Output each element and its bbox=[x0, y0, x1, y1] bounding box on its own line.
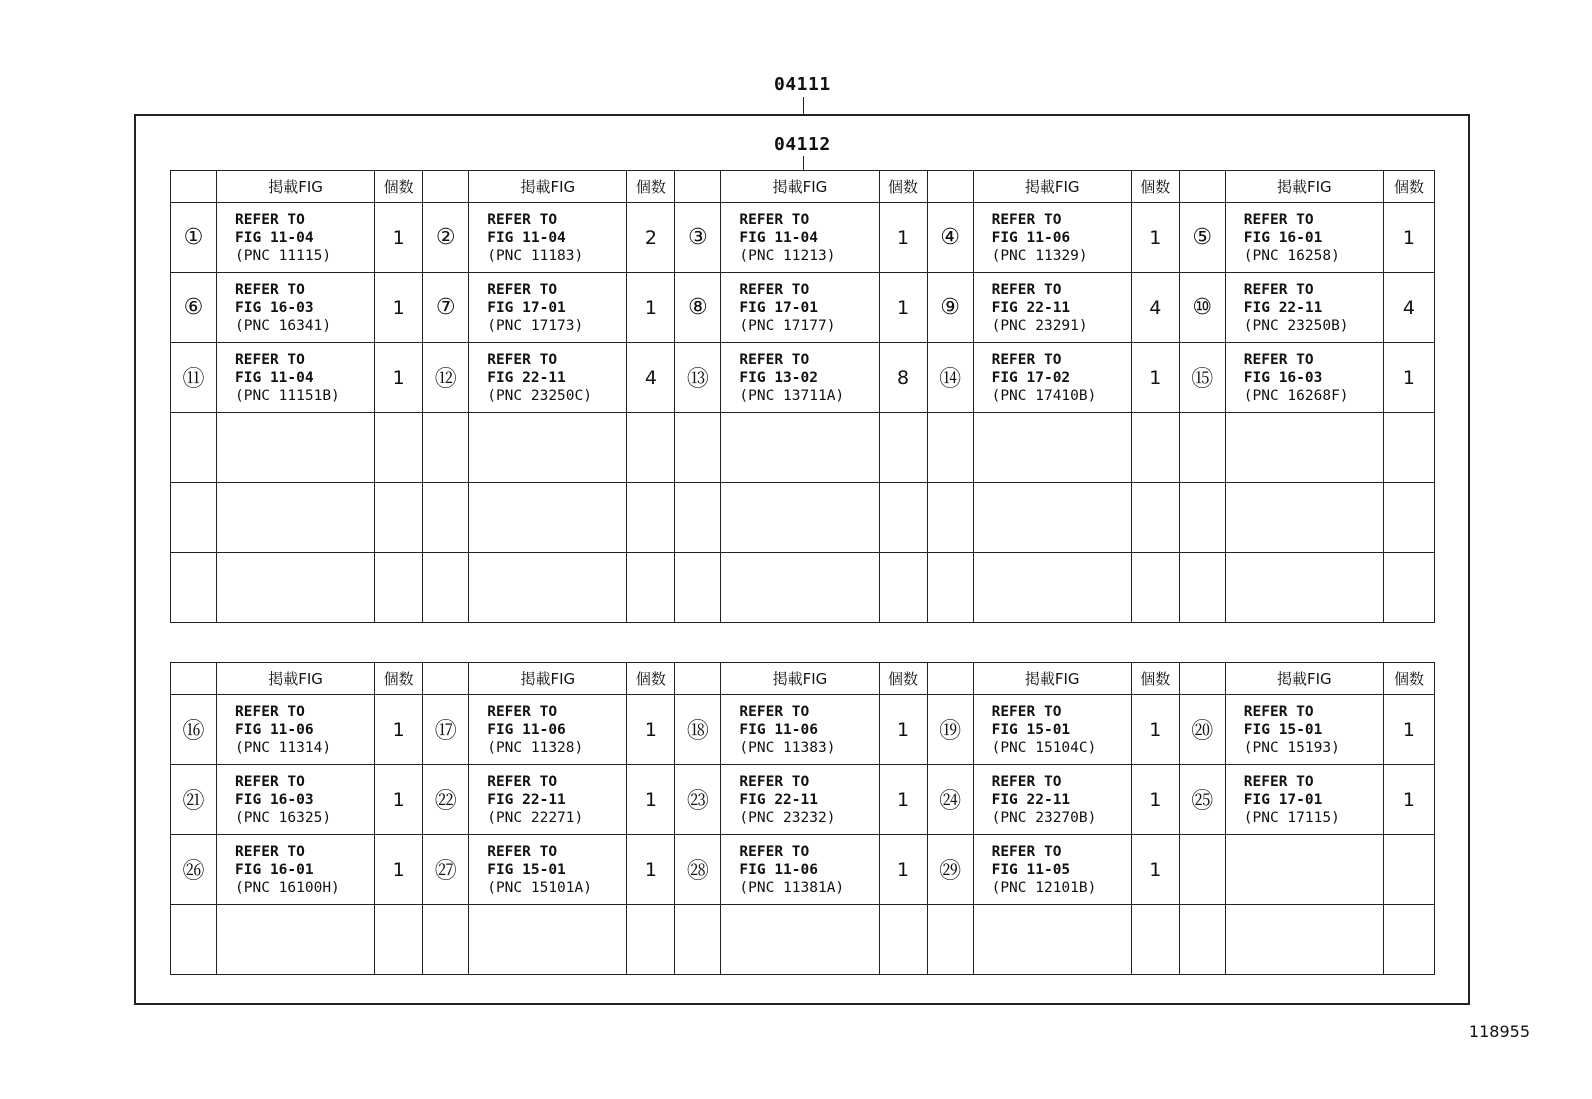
outer-leader-line bbox=[803, 97, 804, 114]
header-blank-cell bbox=[927, 663, 973, 695]
fig-reference bbox=[721, 203, 879, 273]
fig-reference-line: FIG 16-03 bbox=[235, 299, 314, 316]
fig-reference-line: FIG 11-06 bbox=[739, 721, 818, 738]
header-fig-cell: 掲載FIG bbox=[973, 663, 1131, 695]
item-number bbox=[1179, 413, 1225, 483]
header-fig-cell: 掲載FIG bbox=[1225, 663, 1383, 695]
fig-reference bbox=[973, 835, 1131, 905]
item-quantity: 1 bbox=[879, 203, 927, 273]
fig-reference-line: REFER TO bbox=[235, 843, 305, 860]
header-qty-cell: 個数 bbox=[1131, 171, 1179, 203]
fig-reference-line: REFER TO bbox=[739, 703, 810, 720]
header-qty-cell: 個数 bbox=[1383, 663, 1434, 695]
fig-reference-line: (PNC 16341) bbox=[235, 317, 332, 334]
item-number bbox=[1179, 905, 1225, 975]
fig-reference-line: REFER TO bbox=[1243, 773, 1314, 790]
fig-reference-line: (PNC 17410B) bbox=[991, 387, 1097, 404]
fig-reference-line: REFER TO bbox=[991, 281, 1062, 298]
fig-reference-line: (PNC 23270B) bbox=[991, 809, 1097, 826]
fig-reference bbox=[721, 765, 879, 835]
fig-reference bbox=[1225, 835, 1383, 905]
item-quantity: 1 bbox=[375, 343, 423, 413]
item-number: ⑫ bbox=[423, 343, 469, 413]
fig-reference-line: (PNC 22271) bbox=[487, 809, 584, 826]
header-qty-cell: 個数 bbox=[375, 663, 423, 695]
table-row bbox=[171, 765, 1435, 835]
fig-reference-line: (PNC 11213) bbox=[739, 247, 836, 264]
item-quantity: 1 bbox=[1131, 203, 1179, 273]
fig-reference-line: FIG 11-06 bbox=[991, 229, 1071, 246]
fig-reference-line: REFER TO bbox=[739, 843, 810, 860]
item-quantity: 1 bbox=[1383, 765, 1434, 835]
fig-reference bbox=[721, 835, 879, 905]
header-row bbox=[171, 663, 1435, 695]
item-number: ⑤ bbox=[1179, 203, 1225, 273]
item-number: ㉗ bbox=[423, 835, 469, 905]
table-row bbox=[171, 695, 1435, 765]
item-number bbox=[927, 553, 973, 623]
item-number: ⑮ bbox=[1179, 343, 1225, 413]
item-number: ㉘ bbox=[675, 835, 721, 905]
header-fig-cell: 掲載FIG bbox=[973, 171, 1131, 203]
fig-reference bbox=[1225, 203, 1383, 273]
fig-reference bbox=[721, 483, 879, 553]
item-number: ⑪ bbox=[171, 343, 217, 413]
item-quantity bbox=[627, 483, 675, 553]
fig-reference-line: REFER TO bbox=[1243, 281, 1314, 298]
item-quantity: 1 bbox=[1131, 343, 1179, 413]
fig-reference-line: REFER TO bbox=[991, 843, 1062, 860]
fig-reference bbox=[973, 203, 1131, 273]
fig-reference bbox=[469, 273, 627, 343]
item-quantity bbox=[879, 553, 927, 623]
fig-reference-line: (PNC 17173) bbox=[487, 317, 584, 334]
table-row bbox=[171, 343, 1435, 413]
item-quantity: 1 bbox=[375, 695, 423, 765]
fig-reference bbox=[973, 905, 1131, 975]
header-row bbox=[171, 171, 1435, 203]
header-qty-cell: 個数 bbox=[879, 171, 927, 203]
header-blank-cell bbox=[423, 171, 469, 203]
item-number bbox=[171, 483, 217, 553]
fig-reference-line: FIG 16-03 bbox=[235, 791, 314, 808]
item-quantity bbox=[1383, 483, 1434, 553]
fig-reference-line: REFER TO bbox=[739, 351, 810, 368]
fig-reference-line: REFER TO bbox=[739, 773, 810, 790]
fig-reference-line: REFER TO bbox=[991, 773, 1062, 790]
item-number: ㉔ bbox=[927, 765, 973, 835]
item-number bbox=[675, 553, 721, 623]
fig-reference-line: FIG 16-03 bbox=[1243, 369, 1323, 386]
item-quantity: 1 bbox=[1383, 203, 1434, 273]
fig-reference bbox=[217, 553, 375, 623]
fig-reference bbox=[973, 695, 1131, 765]
fig-reference-line: (PNC 17115) bbox=[1243, 809, 1340, 826]
fig-reference-line: REFER TO bbox=[991, 211, 1062, 228]
item-quantity bbox=[1383, 413, 1434, 483]
item-quantity bbox=[375, 905, 423, 975]
fig-reference bbox=[469, 413, 627, 483]
header-fig-cell: 掲載FIG bbox=[217, 663, 375, 695]
item-quantity: 1 bbox=[879, 273, 927, 343]
table-row bbox=[171, 413, 1435, 483]
fig-reference-line: FIG 17-01 bbox=[487, 299, 566, 316]
fig-reference-line: REFER TO bbox=[235, 773, 305, 790]
item-number bbox=[675, 413, 721, 483]
fig-reference-line: (PNC 23232) bbox=[739, 809, 836, 826]
fig-reference bbox=[973, 765, 1131, 835]
fig-reference bbox=[1225, 413, 1383, 483]
fig-reference-line: (PNC 11328) bbox=[487, 739, 584, 756]
fig-reference bbox=[1225, 765, 1383, 835]
item-number: ⑧ bbox=[675, 273, 721, 343]
item-quantity: 1 bbox=[1383, 695, 1434, 765]
item-quantity bbox=[1131, 413, 1179, 483]
fig-reference bbox=[217, 343, 375, 413]
fig-reference bbox=[469, 343, 627, 413]
fig-reference bbox=[973, 483, 1131, 553]
fig-reference bbox=[217, 835, 375, 905]
fig-reference-line: FIG 17-01 bbox=[1243, 791, 1323, 808]
item-number: ㉒ bbox=[423, 765, 469, 835]
item-number: ① bbox=[171, 203, 217, 273]
item-number: ④ bbox=[927, 203, 973, 273]
item-number bbox=[675, 905, 721, 975]
fig-reference-line: (PNC 16268F) bbox=[1243, 387, 1349, 404]
fig-reference bbox=[973, 553, 1131, 623]
fig-reference bbox=[217, 273, 375, 343]
header-fig-cell: 掲載FIG bbox=[721, 171, 879, 203]
item-number bbox=[1179, 553, 1225, 623]
parts-table-1 bbox=[170, 170, 1435, 623]
fig-reference bbox=[469, 835, 627, 905]
fig-reference bbox=[217, 413, 375, 483]
fig-reference-line: FIG 22-11 bbox=[487, 369, 566, 386]
header-qty-cell: 個数 bbox=[1131, 663, 1179, 695]
fig-reference-line: FIG 11-06 bbox=[235, 721, 314, 738]
fig-reference bbox=[469, 483, 627, 553]
fig-reference bbox=[721, 413, 879, 483]
table-row bbox=[171, 483, 1435, 553]
item-number bbox=[423, 483, 469, 553]
item-number: ⑨ bbox=[927, 273, 973, 343]
fig-reference bbox=[217, 765, 375, 835]
outer-assembly-label: 04111 bbox=[774, 74, 831, 95]
fig-reference bbox=[469, 695, 627, 765]
fig-reference-line: (PNC 23250C) bbox=[487, 387, 592, 404]
item-number: ㉓ bbox=[675, 765, 721, 835]
table-row bbox=[171, 553, 1435, 623]
fig-reference-line: FIG 11-05 bbox=[991, 861, 1071, 878]
header-qty-cell: 個数 bbox=[627, 663, 675, 695]
table-row bbox=[171, 905, 1435, 975]
item-quantity: 1 bbox=[627, 273, 675, 343]
fig-reference-line: REFER TO bbox=[487, 773, 558, 790]
item-number: ㉖ bbox=[171, 835, 217, 905]
header-fig-cell: 掲載FIG bbox=[1225, 171, 1383, 203]
table-row bbox=[171, 203, 1435, 273]
fig-reference-line: REFER TO bbox=[487, 281, 558, 298]
item-quantity bbox=[879, 413, 927, 483]
item-number bbox=[927, 905, 973, 975]
fig-reference-line: REFER TO bbox=[739, 281, 810, 298]
fig-reference bbox=[721, 695, 879, 765]
item-quantity bbox=[1383, 905, 1434, 975]
item-number bbox=[1179, 483, 1225, 553]
item-quantity bbox=[375, 553, 423, 623]
fig-reference-line: (PNC 15101A) bbox=[487, 879, 592, 896]
header-fig-cell: 掲載FIG bbox=[469, 171, 627, 203]
inner-assembly-label: 04112 bbox=[774, 134, 831, 155]
fig-reference-line: (PNC 11151B) bbox=[235, 387, 340, 404]
item-quantity: 1 bbox=[627, 835, 675, 905]
item-number bbox=[171, 553, 217, 623]
header-qty-cell: 個数 bbox=[879, 663, 927, 695]
header-blank-cell bbox=[423, 663, 469, 695]
fig-reference-line: FIG 11-04 bbox=[235, 369, 314, 386]
fig-reference-line: FIG 22-11 bbox=[991, 299, 1071, 316]
fig-reference-line: FIG 11-06 bbox=[487, 721, 566, 738]
fig-reference-line: FIG 17-02 bbox=[991, 369, 1071, 386]
fig-reference-line: (PNC 13711A) bbox=[739, 387, 845, 404]
header-blank-cell bbox=[675, 663, 721, 695]
fig-reference-line: (PNC 11115) bbox=[235, 247, 332, 264]
parts-table-2 bbox=[170, 662, 1435, 975]
fig-reference-line: (PNC 16325) bbox=[235, 809, 332, 826]
fig-reference-line: FIG 22-11 bbox=[1243, 299, 1323, 316]
fig-reference-line: REFER TO bbox=[235, 703, 305, 720]
fig-reference-line: (PNC 11381A) bbox=[739, 879, 845, 896]
fig-reference-line: (PNC 12101B) bbox=[991, 879, 1097, 896]
item-quantity: 1 bbox=[879, 695, 927, 765]
fig-reference-line: REFER TO bbox=[1243, 703, 1314, 720]
fig-reference-line: FIG 13-02 bbox=[739, 369, 818, 386]
header-qty-cell: 個数 bbox=[375, 171, 423, 203]
fig-reference bbox=[469, 905, 627, 975]
fig-reference bbox=[217, 203, 375, 273]
item-number: ⑳ bbox=[1179, 695, 1225, 765]
fig-reference-line: REFER TO bbox=[487, 211, 558, 228]
item-quantity bbox=[879, 483, 927, 553]
item-quantity: 1 bbox=[1131, 695, 1179, 765]
header-blank-cell bbox=[927, 171, 973, 203]
item-number bbox=[423, 553, 469, 623]
item-quantity: 1 bbox=[879, 765, 927, 835]
fig-reference-line: (PNC 16100H) bbox=[235, 879, 340, 896]
fig-reference bbox=[721, 553, 879, 623]
fig-reference-line: (PNC 16258) bbox=[1243, 247, 1340, 264]
item-number bbox=[171, 905, 217, 975]
item-quantity bbox=[1131, 483, 1179, 553]
item-number: ⑦ bbox=[423, 273, 469, 343]
item-quantity: 1 bbox=[375, 203, 423, 273]
fig-reference-line: REFER TO bbox=[487, 703, 558, 720]
item-number: ② bbox=[423, 203, 469, 273]
fig-reference-line: (PNC 15193) bbox=[1243, 739, 1340, 756]
fig-reference-line: REFER TO bbox=[739, 211, 810, 228]
fig-reference bbox=[721, 905, 879, 975]
item-number bbox=[423, 905, 469, 975]
fig-reference bbox=[973, 273, 1131, 343]
fig-reference-line: (PNC 11314) bbox=[235, 739, 332, 756]
fig-reference-line: REFER TO bbox=[991, 351, 1062, 368]
item-quantity: 1 bbox=[1383, 343, 1434, 413]
fig-reference-line: FIG 22-11 bbox=[739, 791, 818, 808]
fig-reference-line: FIG 15-01 bbox=[487, 861, 566, 878]
header-qty-cell: 個数 bbox=[1383, 171, 1434, 203]
figure-id: 118955 bbox=[1468, 1022, 1530, 1041]
item-quantity: 4 bbox=[1131, 273, 1179, 343]
fig-reference bbox=[217, 483, 375, 553]
item-number: ⑩ bbox=[1179, 273, 1225, 343]
item-quantity bbox=[375, 483, 423, 553]
fig-reference-line: (PNC 23291) bbox=[991, 317, 1088, 334]
item-quantity: 1 bbox=[375, 835, 423, 905]
fig-reference-line: (PNC 11383) bbox=[739, 739, 836, 756]
fig-reference bbox=[1225, 343, 1383, 413]
fig-reference bbox=[1225, 553, 1383, 623]
item-number: ⑲ bbox=[927, 695, 973, 765]
item-number bbox=[423, 413, 469, 483]
fig-reference-line: REFER TO bbox=[235, 211, 305, 228]
fig-reference-line: REFER TO bbox=[487, 843, 558, 860]
fig-reference-line: REFER TO bbox=[1243, 211, 1314, 228]
fig-reference-line: FIG 17-01 bbox=[739, 299, 818, 316]
item-quantity: 1 bbox=[879, 835, 927, 905]
header-fig-cell: 掲載FIG bbox=[217, 171, 375, 203]
item-number: ⑬ bbox=[675, 343, 721, 413]
fig-reference-line: REFER TO bbox=[235, 351, 305, 368]
item-quantity bbox=[879, 905, 927, 975]
item-quantity: 1 bbox=[1131, 835, 1179, 905]
item-number: ⑱ bbox=[675, 695, 721, 765]
item-quantity bbox=[1383, 835, 1434, 905]
fig-reference bbox=[1225, 695, 1383, 765]
fig-reference-line: FIG 22-11 bbox=[991, 791, 1071, 808]
item-number bbox=[171, 413, 217, 483]
fig-reference bbox=[1225, 483, 1383, 553]
fig-reference-line: FIG 15-01 bbox=[1243, 721, 1323, 738]
fig-reference-line: (PNC 15104C) bbox=[991, 739, 1097, 756]
fig-reference-line: FIG 16-01 bbox=[1243, 229, 1323, 246]
fig-reference-line: (PNC 17177) bbox=[739, 317, 836, 334]
fig-reference-line: FIG 15-01 bbox=[991, 721, 1071, 738]
item-quantity: 4 bbox=[627, 343, 675, 413]
item-quantity: 2 bbox=[627, 203, 675, 273]
header-blank-cell bbox=[675, 171, 721, 203]
item-number: ㉕ bbox=[1179, 765, 1225, 835]
fig-reference bbox=[1225, 905, 1383, 975]
item-quantity: 1 bbox=[1131, 765, 1179, 835]
item-quantity: 4 bbox=[1383, 273, 1434, 343]
item-quantity: 1 bbox=[375, 765, 423, 835]
item-quantity bbox=[627, 905, 675, 975]
fig-reference bbox=[721, 343, 879, 413]
fig-reference-line: (PNC 23250B) bbox=[1243, 317, 1349, 334]
header-blank-cell bbox=[1179, 663, 1225, 695]
item-number: ⑭ bbox=[927, 343, 973, 413]
item-number: ⑥ bbox=[171, 273, 217, 343]
item-quantity: 8 bbox=[879, 343, 927, 413]
fig-reference-line: REFER TO bbox=[991, 703, 1062, 720]
fig-reference bbox=[469, 765, 627, 835]
fig-reference bbox=[1225, 273, 1383, 343]
header-fig-cell: 掲載FIG bbox=[721, 663, 879, 695]
item-number bbox=[927, 483, 973, 553]
item-number: ③ bbox=[675, 203, 721, 273]
fig-reference-line: FIG 11-06 bbox=[739, 861, 818, 878]
item-quantity bbox=[1131, 905, 1179, 975]
header-fig-cell: 掲載FIG bbox=[469, 663, 627, 695]
fig-reference-line: REFER TO bbox=[1243, 351, 1314, 368]
item-number bbox=[675, 483, 721, 553]
fig-reference bbox=[973, 413, 1131, 483]
item-quantity bbox=[375, 413, 423, 483]
fig-reference bbox=[721, 273, 879, 343]
item-number: ㉙ bbox=[927, 835, 973, 905]
fig-reference-line: (PNC 11329) bbox=[991, 247, 1088, 264]
table-row bbox=[171, 273, 1435, 343]
fig-reference-line: FIG 22-11 bbox=[487, 791, 566, 808]
item-quantity: 1 bbox=[375, 273, 423, 343]
item-quantity: 1 bbox=[627, 765, 675, 835]
fig-reference bbox=[217, 695, 375, 765]
fig-reference bbox=[469, 553, 627, 623]
fig-reference-line: (PNC 11183) bbox=[487, 247, 584, 264]
fig-reference-line: FIG 16-01 bbox=[235, 861, 314, 878]
item-quantity bbox=[627, 413, 675, 483]
table-row bbox=[171, 835, 1435, 905]
header-qty-cell: 個数 bbox=[627, 171, 675, 203]
fig-reference-line: FIG 11-04 bbox=[739, 229, 818, 246]
item-quantity bbox=[627, 553, 675, 623]
item-number: ⑯ bbox=[171, 695, 217, 765]
item-number bbox=[927, 413, 973, 483]
fig-reference-line: FIG 11-04 bbox=[487, 229, 566, 246]
item-number: ㉑ bbox=[171, 765, 217, 835]
fig-reference bbox=[973, 343, 1131, 413]
item-quantity bbox=[1383, 553, 1434, 623]
item-quantity bbox=[1131, 553, 1179, 623]
item-quantity: 1 bbox=[627, 695, 675, 765]
fig-reference bbox=[469, 203, 627, 273]
item-number bbox=[1179, 835, 1225, 905]
header-blank-cell bbox=[171, 171, 217, 203]
inner-leader-line bbox=[803, 156, 804, 170]
fig-reference-line: REFER TO bbox=[235, 281, 305, 298]
header-blank-cell bbox=[171, 663, 217, 695]
fig-reference-line: FIG 11-04 bbox=[235, 229, 314, 246]
fig-reference bbox=[217, 905, 375, 975]
item-number: ⑰ bbox=[423, 695, 469, 765]
fig-reference-line: REFER TO bbox=[487, 351, 558, 368]
header-blank-cell bbox=[1179, 171, 1225, 203]
